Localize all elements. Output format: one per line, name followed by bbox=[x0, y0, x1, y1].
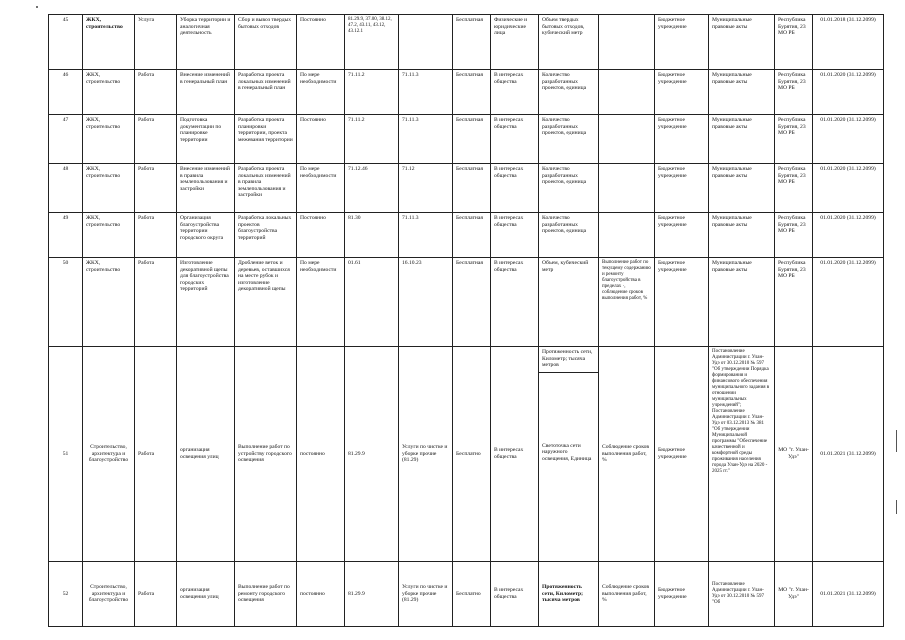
cell-dates: 01.01.2021 (31.12.2099) bbox=[813, 562, 884, 627]
cell-institution: Бюджетное учреждение bbox=[655, 562, 709, 627]
table-row bbox=[49, 115, 884, 164]
cell-frequency: постоянно bbox=[297, 562, 345, 627]
cell-okpd: 71.11.3 bbox=[399, 70, 453, 115]
cell-indicator-2: Соблюдение сроков выполнения работ, % bbox=[599, 347, 655, 562]
cell-consumers: В интересах общества bbox=[491, 70, 539, 115]
cell-content: Дробление веток и деревьев, оставшихся на месте рубок и изготовление декоративной щепы bbox=[235, 258, 297, 347]
cell-okved: 81.30 bbox=[345, 213, 399, 258]
scan-speck bbox=[36, 6, 38, 8]
cell-legal-acts: Муниципальные правовые акты bbox=[709, 115, 775, 164]
services-registry-table bbox=[48, 14, 884, 627]
cell-paid: Бесплатная bbox=[453, 164, 491, 213]
row-number: 45 bbox=[49, 15, 83, 70]
cell-frequency: По мере необходимости bbox=[297, 258, 345, 347]
cell-indicator-2: Выполнение работ по текущему содержанию и ремонту благоустройства в пределах ·, соблюдение сроков выполнения работ, % bbox=[599, 258, 655, 347]
cell-region: Республика Бурятия, 23 МО РБ bbox=[775, 258, 813, 347]
cell-okved: 71.12.46 bbox=[345, 164, 399, 213]
cell-indicator: Протяженность сети, Километр; тысяча метров bbox=[539, 562, 599, 627]
cell-name: организация освещения улиц bbox=[177, 347, 235, 562]
row-number: 46 bbox=[49, 70, 83, 115]
cell-indicator: Количество разработанных проектов, единица bbox=[539, 213, 599, 258]
table-row bbox=[49, 164, 884, 213]
cell-region: МО "г. Улан-Удэ" bbox=[775, 347, 813, 562]
table-row bbox=[49, 258, 884, 347]
cell-legal-acts: Постановление Администрации г. Улан-Удэ от 30.12.2010 № 597 "Об утверждении Порядка формирования и финансового обеспечения муниципального задания в отношении муниципальных учреждений"; Постановление Администрации г. Улан-Удэ от 03.12.2013 № 381 "Об утверждении Муниципальной программы "Обеспечение качественной и комфортной среды проживания населения города Улан-Удэ на 2020 - 2025 гг." bbox=[709, 347, 775, 562]
cell-frequency: По мере необходимости bbox=[297, 164, 345, 213]
cell-frequency: По мере необходимости bbox=[297, 70, 345, 115]
cell-frequency: Постоянно bbox=[297, 213, 345, 258]
cell-institution: Бюджетное учреждение bbox=[655, 258, 709, 347]
row-number: 52 bbox=[49, 562, 83, 627]
cell-okved: 81.29.9 bbox=[345, 347, 399, 562]
cell-name: организация освещения улиц bbox=[177, 562, 235, 627]
cell-indicator: Объем, кубический метр bbox=[539, 258, 599, 347]
cell-consumers: В интересах общества bbox=[491, 562, 539, 627]
cell-type: Работа bbox=[135, 258, 177, 347]
table-row bbox=[49, 70, 884, 115]
cell-name: Подготовка документации по планировке территории bbox=[177, 115, 235, 164]
cell-paid: Бесплатная bbox=[453, 70, 491, 115]
cell-consumers: В интересах общества bbox=[491, 258, 539, 347]
cell-institution: Бюджетное учреждение bbox=[655, 347, 709, 562]
cell-region: Республика Бурятия, 23 МО РБ bbox=[775, 15, 813, 70]
scan-edge-mark bbox=[896, 430, 897, 452]
cell-content: Выполнение работ по устройству городского освещения bbox=[235, 347, 297, 562]
table-row bbox=[49, 562, 884, 627]
cell-dates: 01.01.2020 (31.12.2099) bbox=[813, 258, 884, 347]
cell-okpd: Услуги по чистке и уборке прочие (81.29) bbox=[399, 562, 453, 627]
cell-sector: ЖКХ, строительство bbox=[83, 258, 135, 347]
cell-okpd: 71.12 bbox=[399, 164, 453, 213]
cell-consumers: В интересах общества bbox=[491, 115, 539, 164]
cell-sector: ЖКХ, строительство bbox=[83, 213, 135, 258]
cell-type: Работа bbox=[135, 213, 177, 258]
cell-region: Республика Бурятия, 23 МО РБ bbox=[775, 70, 813, 115]
row-number: 51 bbox=[49, 347, 83, 562]
cell-okpd: 71.11.3 bbox=[399, 115, 453, 164]
cell-institution: Бюджетное учреждение bbox=[655, 15, 709, 70]
cell-sector: Строительство, архитектура и благоустройство bbox=[83, 562, 135, 627]
cell-legal-acts: Муниципальные правовые акты bbox=[709, 164, 775, 213]
cell-sector: ЖКХ, строительство bbox=[83, 115, 135, 164]
cell-paid: Бесплатная bbox=[453, 213, 491, 258]
cell-institution: Бюджетное учреждение bbox=[655, 115, 709, 164]
cell-indicator: Количество разработанных проектов, единица bbox=[539, 70, 599, 115]
cell-region: МО "г. Улан-Удэ" bbox=[775, 562, 813, 627]
cell-legal-acts: Муниципальные правовые акты bbox=[709, 258, 775, 347]
cell-institution: Бюджетное учреждение bbox=[655, 213, 709, 258]
cell-indicator bbox=[539, 347, 599, 562]
cell-content: Разработка проекта локальных изменений в генеральный план bbox=[235, 70, 297, 115]
row-number: 47 bbox=[49, 115, 83, 164]
cell-region: Республика Бурятия, 23 МО РБ bbox=[775, 213, 813, 258]
cell-dates: 01.01.2020 (31.12.2099) bbox=[813, 70, 884, 115]
cell-consumers: В интересах общества bbox=[491, 213, 539, 258]
table-row bbox=[49, 347, 884, 562]
cell-institution: Бюджетное учреждение bbox=[655, 70, 709, 115]
row-number: 48 bbox=[49, 164, 83, 213]
cell-dates: 01.01.2018 (31.12.2099) bbox=[813, 15, 884, 70]
cell-indicator-2 bbox=[599, 164, 655, 213]
cell-region: Республика Бурятия, 23 МО РБ bbox=[775, 164, 813, 213]
row-number: 49 bbox=[49, 213, 83, 258]
cell-frequency: Постоянно bbox=[297, 115, 345, 164]
cell-okpd: Услуги по чистке и уборке прочие (81.29) bbox=[399, 347, 453, 562]
table-row bbox=[49, 213, 884, 258]
cell-region: Республика Бурятия, 23 МО РБ bbox=[775, 115, 813, 164]
scan-edge-mark bbox=[896, 500, 897, 514]
cell-dates: 01.01.2020 (31.12.2099) bbox=[813, 164, 884, 213]
indicator-network-length: Протяженность сети, Километр; тысяча метров bbox=[539, 349, 598, 373]
cell-indicator-2 bbox=[599, 115, 655, 164]
table-row bbox=[49, 15, 884, 70]
cell-dates: 01.01.2020 (31.12.2099) bbox=[813, 115, 884, 164]
cell-name: Внесение изменений в генеральный план bbox=[177, 70, 235, 115]
cell-type: Работа bbox=[135, 115, 177, 164]
cell-dates: 01.01.2020 (31.12.2099) bbox=[813, 213, 884, 258]
cell-type: Работа bbox=[135, 347, 177, 562]
cell-type: Работа bbox=[135, 70, 177, 115]
cell-paid: Бесплатно bbox=[453, 347, 491, 562]
cell-type: Работа bbox=[135, 562, 177, 627]
cell-content: Выполнение работ по ремонту городского освещения bbox=[235, 562, 297, 627]
cell-dates: 01.01.2021 (31.12.2099) bbox=[813, 347, 884, 562]
row-number: 50 bbox=[49, 258, 83, 347]
cell-indicator: Количество разработанных проектов, единица bbox=[539, 164, 599, 213]
cell-paid: Бесплатная bbox=[453, 115, 491, 164]
cell-okpd bbox=[399, 15, 453, 70]
indicator-split bbox=[542, 349, 595, 463]
cell-name: Уборка территории и аналогичная деятельность bbox=[177, 15, 235, 70]
cell-institution: Бюджетное учреждение bbox=[655, 164, 709, 213]
cell-okved: 71.11.2 bbox=[345, 115, 399, 164]
cell-legal-acts: Муниципальные правовые акты bbox=[709, 213, 775, 258]
cell-name: Внесение изменений в правила землепользования и застройки bbox=[177, 164, 235, 213]
cell-paid: Бесплатная bbox=[453, 258, 491, 347]
cell-frequency: Постоянно bbox=[297, 15, 345, 70]
cell-okpd: 16.10.23 bbox=[399, 258, 453, 347]
cell-legal-acts: Муниципальные правовые акты bbox=[709, 15, 775, 70]
cell-okved: 71.11.2 bbox=[345, 70, 399, 115]
cell-legal-acts: Постановление Администрации г. Улан-Удэ от 30.12.2010 № 597 "Об bbox=[709, 562, 775, 627]
cell-indicator-2 bbox=[599, 70, 655, 115]
cell-indicator-2 bbox=[599, 213, 655, 258]
cell-indicator: Количество разработанных проектов, единица bbox=[539, 115, 599, 164]
cell-type: Работа bbox=[135, 164, 177, 213]
cell-legal-acts: Муниципальные правовые акты bbox=[709, 70, 775, 115]
cell-indicator-2 bbox=[599, 15, 655, 70]
cell-consumers: В интересах общества bbox=[491, 164, 539, 213]
cell-consumers: Физические и юридические лица bbox=[491, 15, 539, 70]
cell-consumers: В интересах общества bbox=[491, 347, 539, 562]
cell-sector: ЖКХ, строительство bbox=[83, 164, 135, 213]
indicator-light-points: Светоточка сети наружного освещения, Единица bbox=[542, 442, 592, 462]
cell-type: Услуга bbox=[135, 15, 177, 70]
cell-indicator: Объем твердых бытовых отходов, кубический метр bbox=[539, 15, 599, 70]
cell-indicator-2: Соблюдение сроков выполнения работ, % bbox=[599, 562, 655, 627]
cell-okved: 01.61 bbox=[345, 258, 399, 347]
cell-name: Организация благоустройства территории городского округа bbox=[177, 213, 235, 258]
cell-okved: 81.29.9, 37.00, 38.12, 47.2, 43.11, 43.12, 43.12.1 bbox=[345, 15, 399, 70]
cell-paid: Бесплатная bbox=[453, 15, 491, 70]
cell-content: Разработка локальных проектов благоустройства территорий bbox=[235, 213, 297, 258]
cell-sector: ЖКХ, строительство bbox=[83, 15, 135, 70]
cell-name: Изготовление декоративной щепы для благоустройства городских территорий bbox=[177, 258, 235, 347]
cell-paid: Бесплатно bbox=[453, 562, 491, 627]
cell-content: Разработка проекта планировки территории, проекта межевания территории bbox=[235, 115, 297, 164]
cell-sector: ЖКХ, строительство bbox=[83, 70, 135, 115]
cell-sector: Строительство, архитектура и благоустройство bbox=[83, 347, 135, 562]
cell-frequency: постоянно bbox=[297, 347, 345, 562]
cell-okpd: 71.11.3 bbox=[399, 213, 453, 258]
cell-content: Разработка проекта локальных изменений в правила землепользования и застройки bbox=[235, 164, 297, 213]
cell-okved: 81.29.9 bbox=[345, 562, 399, 627]
cell-content: Сбор и вывоз твердых бытовых отходов bbox=[235, 15, 297, 70]
